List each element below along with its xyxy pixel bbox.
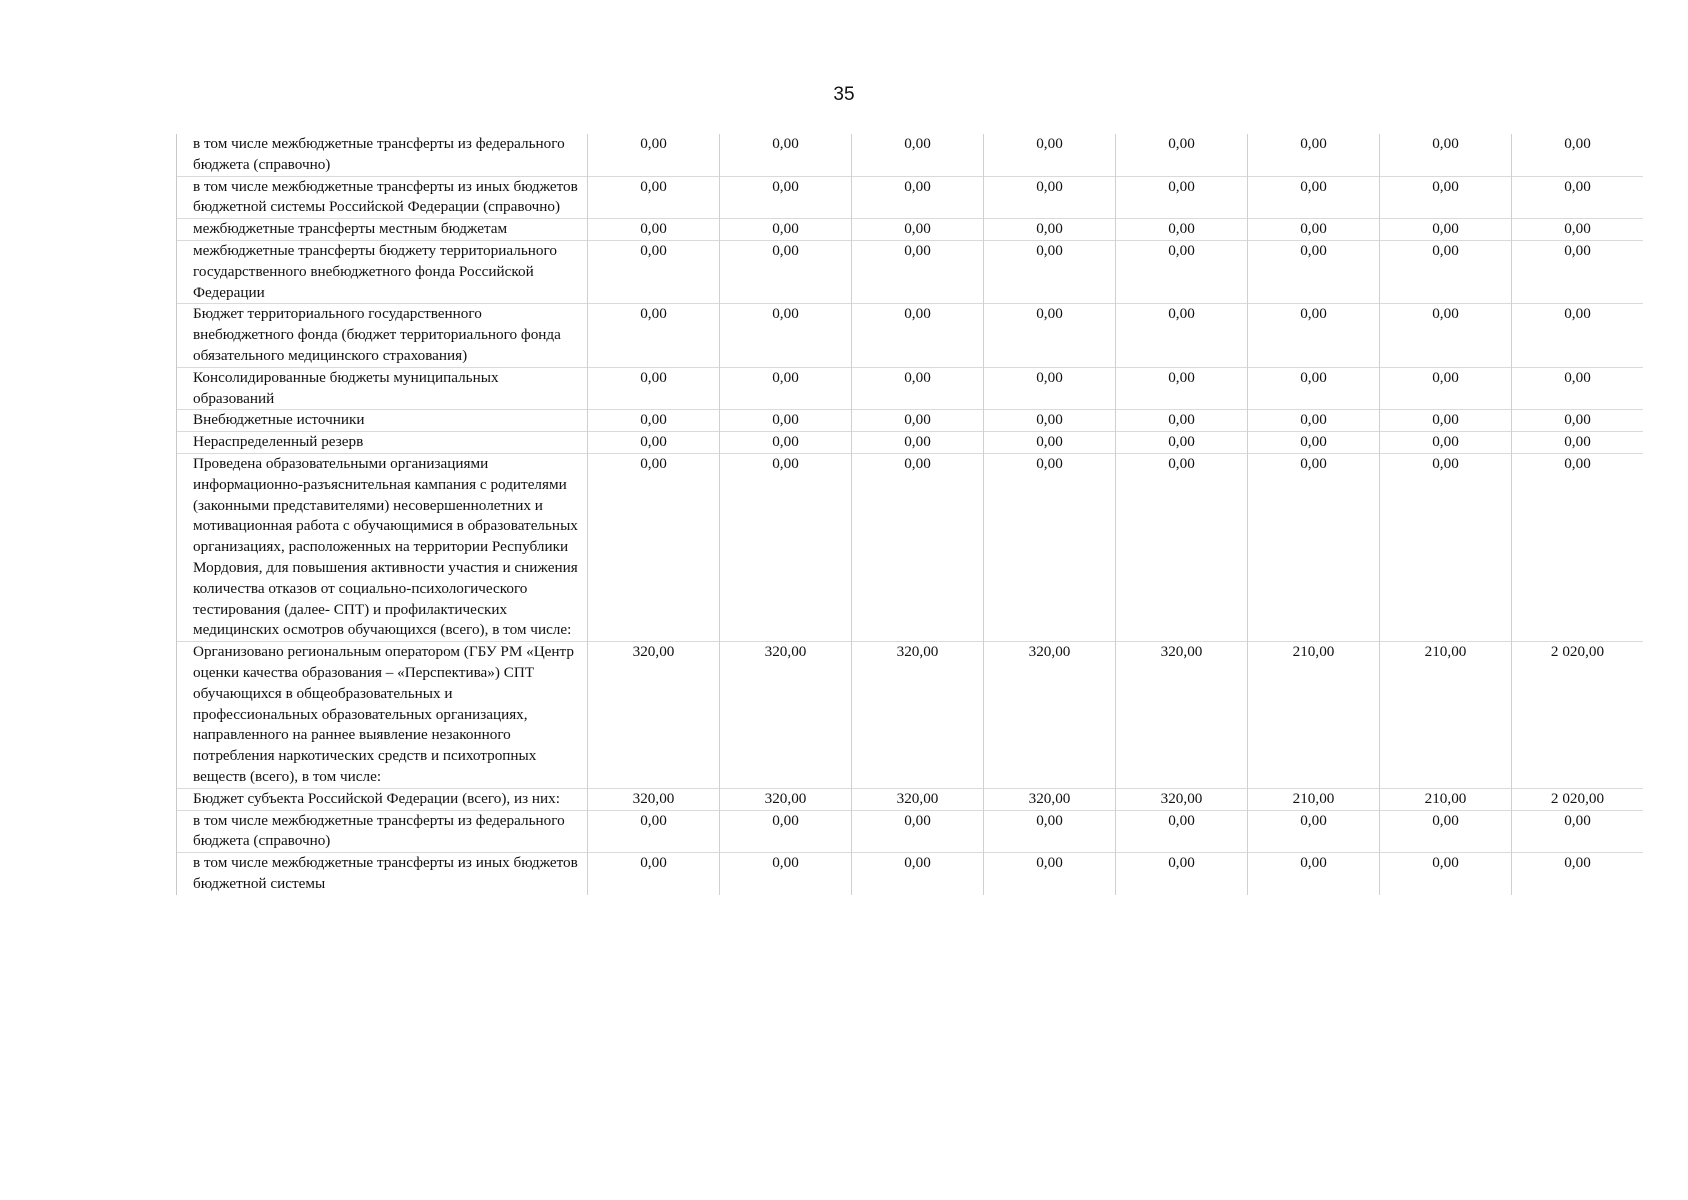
value-cell: 0,00 — [1116, 134, 1248, 176]
value-cell: 0,00 — [588, 176, 720, 219]
value-cell: 0,00 — [720, 240, 852, 303]
value-cell: 0,00 — [588, 432, 720, 454]
row-label: Бюджет субъекта Российской Федерации (всего), из них: — [177, 788, 588, 810]
value-cell: 0,00 — [852, 432, 984, 454]
row-label: в том числе межбюджетные трансферты из федерального бюджета (справочно) — [177, 810, 588, 853]
value-cell: 0,00 — [588, 134, 720, 176]
value-cell: 0,00 — [1248, 240, 1380, 303]
value-cell: 0,00 — [1116, 810, 1248, 853]
value-cell: 0,00 — [1248, 453, 1380, 641]
value-cell: 0,00 — [852, 219, 984, 241]
value-cell: 320,00 — [1116, 788, 1248, 810]
table-row — [177, 240, 1644, 303]
value-cell: 210,00 — [1248, 788, 1380, 810]
value-cell: 320,00 — [588, 788, 720, 810]
value-cell: 0,00 — [1380, 853, 1512, 895]
value-cell: 0,00 — [1380, 176, 1512, 219]
value-cell: 210,00 — [1380, 788, 1512, 810]
value-cell: 320,00 — [984, 642, 1116, 789]
row-label: Консолидированные бюджеты муниципальных образований — [177, 367, 588, 410]
value-cell: 0,00 — [720, 453, 852, 641]
value-cell: 0,00 — [1116, 240, 1248, 303]
value-cell: 0,00 — [1512, 853, 1644, 895]
value-cell: 0,00 — [588, 304, 720, 367]
value-cell: 0,00 — [720, 134, 852, 176]
value-cell: 0,00 — [1380, 810, 1512, 853]
row-label: в том числе межбюджетные трансферты из иных бюджетов бюджетной системы Российской Федерации (справочно) — [177, 176, 588, 219]
budget-table — [176, 134, 1643, 895]
value-cell: 0,00 — [720, 810, 852, 853]
value-cell: 210,00 — [1248, 642, 1380, 789]
table-row — [177, 453, 1644, 641]
row-label: межбюджетные трансферты бюджету территориального государственного внебюджетного фонда Российской Федерации — [177, 240, 588, 303]
value-cell: 0,00 — [1248, 134, 1380, 176]
value-cell: 0,00 — [588, 853, 720, 895]
value-cell: 0,00 — [984, 367, 1116, 410]
value-cell: 0,00 — [720, 853, 852, 895]
value-cell: 0,00 — [1248, 853, 1380, 895]
table-row — [177, 410, 1644, 432]
value-cell: 320,00 — [720, 788, 852, 810]
table-row — [177, 176, 1644, 219]
value-cell: 0,00 — [1380, 219, 1512, 241]
value-cell: 2 020,00 — [1512, 788, 1644, 810]
budget-table-body — [177, 134, 1644, 895]
value-cell: 0,00 — [1512, 432, 1644, 454]
row-label: Бюджет территориального государственного внебюджетного фонда (бюджет территориального фонда обязательного медицинского страхования) — [177, 304, 588, 367]
value-cell: 0,00 — [852, 240, 984, 303]
value-cell: 0,00 — [984, 304, 1116, 367]
value-cell: 0,00 — [1512, 453, 1644, 641]
value-cell: 0,00 — [1248, 304, 1380, 367]
table-row — [177, 134, 1644, 176]
value-cell: 320,00 — [720, 642, 852, 789]
value-cell: 0,00 — [852, 304, 984, 367]
value-cell: 0,00 — [1248, 410, 1380, 432]
value-cell: 0,00 — [984, 176, 1116, 219]
table-row — [177, 642, 1644, 789]
value-cell: 0,00 — [588, 410, 720, 432]
value-cell: 0,00 — [984, 432, 1116, 454]
value-cell: 0,00 — [1512, 134, 1644, 176]
value-cell: 0,00 — [588, 810, 720, 853]
value-cell: 0,00 — [1248, 367, 1380, 410]
value-cell: 0,00 — [1512, 304, 1644, 367]
table-row — [177, 219, 1644, 241]
value-cell: 0,00 — [1512, 810, 1644, 853]
value-cell: 0,00 — [852, 810, 984, 853]
value-cell: 0,00 — [1380, 304, 1512, 367]
value-cell: 0,00 — [852, 853, 984, 895]
value-cell: 0,00 — [1116, 176, 1248, 219]
value-cell: 0,00 — [1512, 367, 1644, 410]
value-cell: 0,00 — [1380, 453, 1512, 641]
value-cell: 0,00 — [1116, 304, 1248, 367]
value-cell: 0,00 — [984, 219, 1116, 241]
value-cell: 0,00 — [588, 367, 720, 410]
value-cell: 0,00 — [1380, 410, 1512, 432]
value-cell: 0,00 — [852, 453, 984, 641]
value-cell: 320,00 — [984, 788, 1116, 810]
value-cell: 0,00 — [1512, 240, 1644, 303]
value-cell: 0,00 — [1248, 810, 1380, 853]
table-row — [177, 304, 1644, 367]
value-cell: 0,00 — [852, 134, 984, 176]
value-cell: 0,00 — [1512, 219, 1644, 241]
value-cell: 0,00 — [1512, 176, 1644, 219]
value-cell: 0,00 — [852, 410, 984, 432]
value-cell: 0,00 — [720, 304, 852, 367]
value-cell: 0,00 — [720, 367, 852, 410]
value-cell: 320,00 — [852, 788, 984, 810]
value-cell: 210,00 — [1380, 642, 1512, 789]
value-cell: 0,00 — [1248, 432, 1380, 454]
value-cell: 0,00 — [1116, 219, 1248, 241]
value-cell: 0,00 — [1512, 410, 1644, 432]
value-cell: 0,00 — [1248, 176, 1380, 219]
row-label: Проведена образовательными организациями информационно-разъяснительная кампания с родителями (законными представителями) несовершеннолетних и мотивационная работа с обучающимися в образовательных организациях, расположенных на территории Республики Мордовия, для повышения активности участия и снижения количества отказов от социально-психологического тестирования (далее- СПТ) и профилактических медицинских осмотров обучающихся (всего), в том числе: — [177, 453, 588, 641]
value-cell: 0,00 — [984, 810, 1116, 853]
value-cell: 320,00 — [588, 642, 720, 789]
table-row — [177, 432, 1644, 454]
value-cell: 0,00 — [588, 240, 720, 303]
row-label: Организовано региональным оператором (ГБУ РМ «Центр оценки качества образования – «Перспектива») СПТ обучающихся в общеобразовательных и профессиональных образовательных организациях, направленного на раннее выявление незаконного потребления наркотических средств и психотропных веществ (всего), в том числе: — [177, 642, 588, 789]
value-cell: 0,00 — [1380, 432, 1512, 454]
table-row — [177, 367, 1644, 410]
value-cell: 320,00 — [852, 642, 984, 789]
value-cell: 0,00 — [984, 410, 1116, 432]
value-cell: 0,00 — [720, 410, 852, 432]
row-label: в том числе межбюджетные трансферты из федерального бюджета (справочно) — [177, 134, 588, 176]
value-cell: 0,00 — [720, 176, 852, 219]
value-cell: 0,00 — [1380, 134, 1512, 176]
table-row — [177, 853, 1644, 895]
table-row — [177, 788, 1644, 810]
table-row — [177, 810, 1644, 853]
value-cell: 0,00 — [1116, 432, 1248, 454]
row-label: Внебюджетные источники — [177, 410, 588, 432]
value-cell: 320,00 — [1116, 642, 1248, 789]
value-cell: 0,00 — [1380, 367, 1512, 410]
value-cell: 0,00 — [720, 432, 852, 454]
value-cell: 0,00 — [1116, 367, 1248, 410]
row-label: в том числе межбюджетные трансферты из иных бюджетов бюджетной системы — [177, 853, 588, 895]
value-cell: 0,00 — [588, 219, 720, 241]
value-cell: 0,00 — [1116, 853, 1248, 895]
value-cell: 0,00 — [1380, 240, 1512, 303]
page-number: 35 — [833, 84, 855, 105]
value-cell: 0,00 — [984, 240, 1116, 303]
value-cell: 0,00 — [720, 219, 852, 241]
row-label: Нераспределенный резерв — [177, 432, 588, 454]
value-cell: 0,00 — [1116, 453, 1248, 641]
value-cell: 0,00 — [852, 176, 984, 219]
value-cell: 0,00 — [984, 134, 1116, 176]
value-cell: 0,00 — [852, 367, 984, 410]
value-cell: 0,00 — [588, 453, 720, 641]
value-cell: 0,00 — [984, 853, 1116, 895]
value-cell: 0,00 — [1116, 410, 1248, 432]
value-cell: 2 020,00 — [1512, 642, 1644, 789]
value-cell: 0,00 — [1248, 219, 1380, 241]
row-label: межбюджетные трансферты местным бюджетам — [177, 219, 588, 241]
value-cell: 0,00 — [984, 453, 1116, 641]
